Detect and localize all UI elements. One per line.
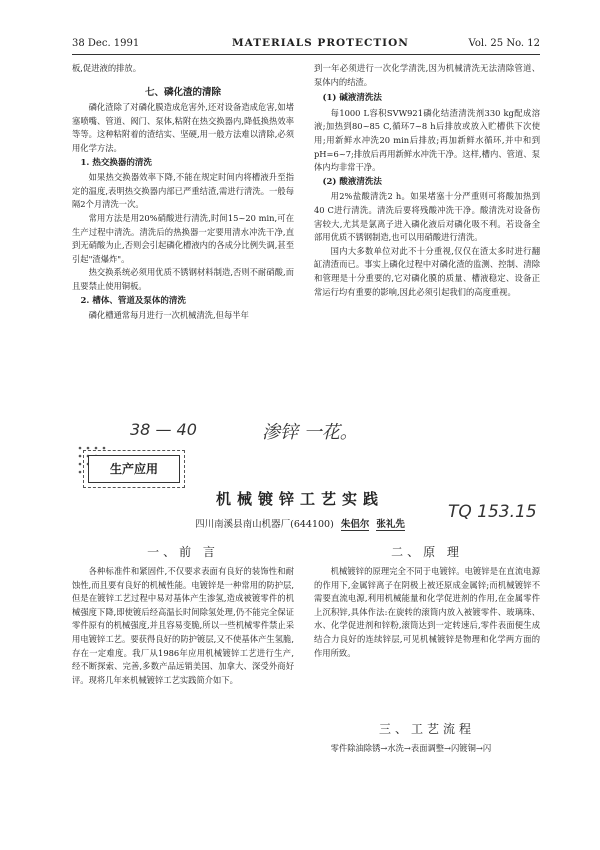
paragraph: 国内大多数单位对此不十分重视,仅仅在渣太多时进行翻缸清渣而已。事实上磷化过程中对磷化渣的监测、控制、清除和管理是十分重要的,它对磷化膜的质量、槽液稳定、设备正常运行均有重要的影响,因此必须引起我们的高度重视。 [314, 245, 540, 297]
left-column-top [72, 62, 294, 323]
header-rule [72, 54, 540, 55]
subsection-heading: 2. 槽体、管道及泵体的清洗 [80, 295, 186, 306]
process-flow [314, 742, 540, 756]
section-heading: 七、磷化渣的清除 [144, 86, 221, 98]
section-tag: 生产应用 [88, 455, 180, 483]
author: 张礼先 [376, 519, 405, 530]
handwritten-page-range: 38 — 40 [130, 420, 197, 439]
paragraph: 磷化渣除了对磷化膜造成危害外,还对设备造成危害,如堵塞喷嘴、管道、阀门、泵体,粘附在热交换器内,降低换热效率等等。这种粘附着的渣结实、坚硬,用一般方法难以清除,必须用化学方法。 [72, 102, 294, 153]
running-header [72, 36, 540, 54]
paragraph: 常用方法是用20%硝酸进行清洗,时间15~20 min,可在生产过程中清洗。清洗后的热换器一定要用清水冲洗干净,直到无硝酸为止,否则会引起磷化槽液内的各成分比例失调,甚至引起"渣爆炸"。 [72, 212, 294, 264]
section-heading: 二、原 理 [391, 545, 463, 559]
section-heading: 一、前 言 [147, 545, 219, 559]
volume-issue: Vol. 25 No. 12 [468, 38, 540, 49]
paragraph: 每1000 L容积SVW921磷化结渣清洗剂330 kg配成溶液;加热到80~85 C,循环7~8 h后排放或放入贮槽供下次使用;用新鲜水冲洗20 min后排放;再加新鲜水循环,并中和到pH=6~7;排放后再用新鲜水冲洗干净。这样,槽内、管道、泵体内均非常干净。 [314, 107, 540, 173]
paragraph: 到一年必须进行一次化学清洗,因为机械清洗无法清除管道、泵体内的结渣。 [314, 63, 540, 87]
subsection-heading: (2) 酸液清洗法 [322, 176, 382, 187]
paragraph: 机械镀锌的原理完全不同于电镀锌。电镀锌是在直流电源的作用下,金属锌离子在阴极上被还原成金属锌;而机械镀锌不需要直流电源,利用机械能量和化学促进剂的作用,在金属零件上沉积锌,具体作法:在旋转的滚筒内放入被镀零件、玻璃珠、水、化学促进剂和锌粉,滚筒达到一定转速后,零件表面便生成结合力良好的连续锌层,可见机械镀锌是物理和化学两方面的作用所致。 [314, 566, 540, 658]
paragraph: 各种标准件和紧固件,不仅要求表面有良好的装饰性和耐蚀性,而且要有良好的机械性能。电镀锌是一种常用的防护层,但是在镀锌工艺过程中易对基体产生渗氢,造成被镀零件的机械强度下降,即使镀后经高温长时间除氢处理,仍不能完全保证零件原有的机械强度,并且容易变脆,所以一些机械零件禁止采用电镀锌工艺。要获得良好的防护镀层,又不使基体产生氢脆,存在一定难度。我厂从1986年应用机械镀锌工艺进行生产,经不断探索、完善,多数产品远销美国、加拿大、深受外商好评。现将几年来机械镀锌工艺实践简介如下。 [72, 566, 294, 685]
page-number-date: 38 Dec. 1991 [72, 38, 140, 49]
paragraph: 用2%盐酸清洗2 h。如果堵塞十分严重则可将酸加热到40 C进行清洗。清洗后要将残酸冲洗干净。酸清洗对设备伤害较大,尤其是氯离子进入磷化液后对磷化吸不利。若设备全部用优质不锈钢制造,也可以用硝酸进行清洗。 [314, 191, 540, 243]
right-column-top [314, 62, 540, 299]
left-column-bottom [72, 565, 294, 687]
affiliation: 四川南溪县南山机器厂(644100) [195, 519, 334, 530]
journal-name: MATERIALS PROTECTION [232, 37, 409, 49]
handwritten-signature: 渗锌 一花。 [262, 422, 358, 443]
byline [0, 516, 600, 530]
section-heading: 三、工艺流程 [378, 722, 475, 736]
article-title: 机械镀锌工艺实践 [215, 490, 384, 508]
right-column-bottom [314, 565, 540, 660]
paragraph: 如果热交换器效率下降,不能在规定时间内将槽液升至指定的温度,表明热交换器内部已严重结渣,需进行清洗。一般每隔2个月清洗一次。 [72, 172, 294, 210]
paragraph: 板,促进液的排放。 [72, 63, 142, 73]
paragraph: 磷化槽通常每月进行一次机械清洗,但每半年 [88, 310, 249, 321]
handwritten-classification-code: TQ 153.15 [448, 502, 537, 522]
paragraph: 热交换系统必须用优质不锈钢材料制造,否则不耐硝酸,而且要禁止使用铜板。 [72, 267, 294, 291]
subsection-heading: (1) 碱液清洗法 [322, 93, 382, 104]
author: 朱侣尔 [340, 519, 370, 530]
paragraph: 零件除油除锈→水洗→表面调整→闪镀铜→闪 [330, 743, 492, 753]
subsection-heading: 1. 热交换器的清洗 [80, 157, 152, 168]
